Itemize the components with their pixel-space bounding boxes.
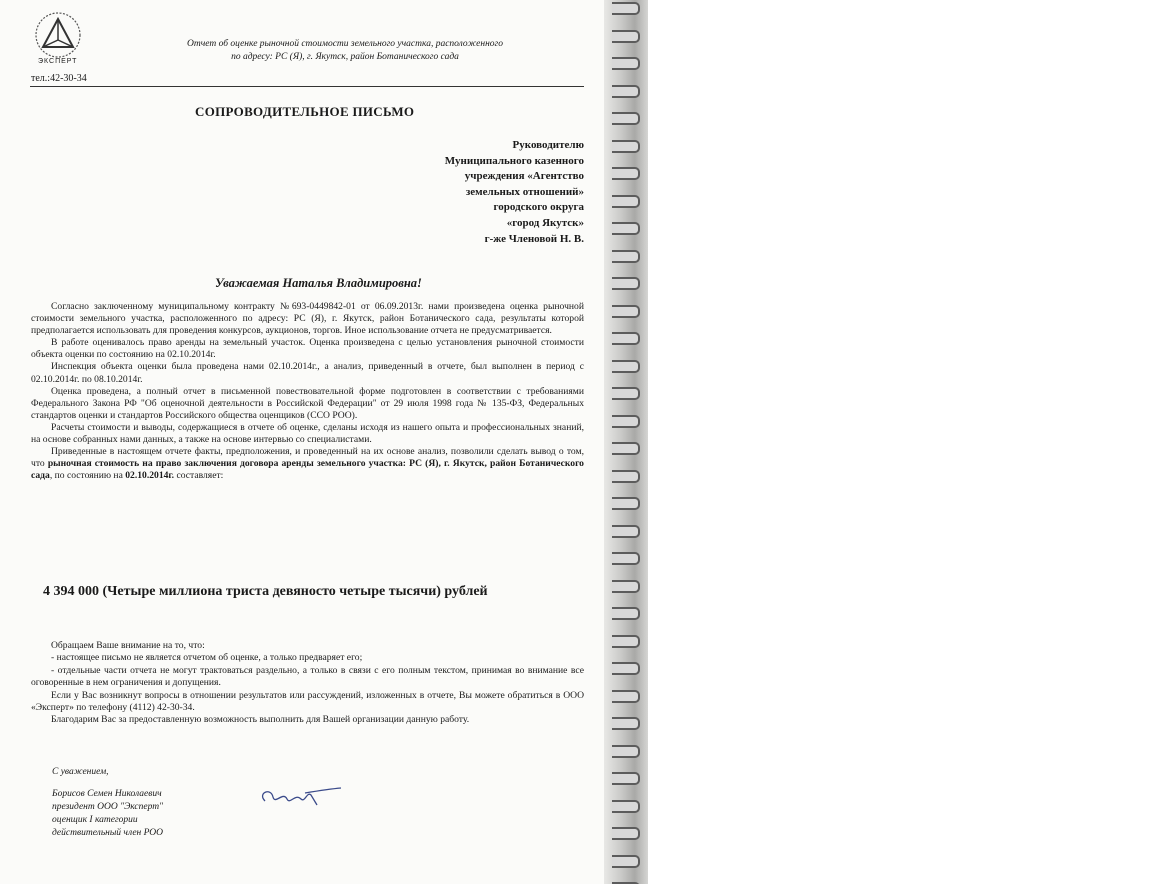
binding-ring [612, 112, 640, 125]
binding-ring [612, 772, 640, 785]
addressee-line: учреждения «Агентство [464, 170, 584, 183]
report-header-line: по адресу: РС (Я), г. Якутск, район Ботанического сада [231, 52, 459, 62]
signoff-block [52, 766, 163, 840]
body-paragraph: Оценка проведена, а полный отчет в письменной повествовательной форме подготовлен в соответствии с требованиями Федерального Закона РФ "Об оценочной деятельности в Российской Федерации" от 29 июля 1998 года № 135-ФЗ, Федеральных стандартов оценки и стандартов Российского общества оценщиков (ССО РОО). [31, 385, 584, 421]
signer-membership: действительный член РОО [52, 828, 164, 838]
note-paragraph: Обращаем Ваше внимание на то, что: [51, 640, 205, 651]
binding-ring [612, 195, 640, 208]
binding-ring [612, 552, 640, 565]
signer-category: оценщик I категории [52, 815, 138, 825]
conclusion-text: Приведенные в настоящем отчете факты, предположения, и проведенный на их основе анализ, позволили сделать вывод о том, что [31, 446, 584, 470]
binding-ring [612, 580, 640, 593]
addressee-line: городского округа [493, 201, 584, 214]
binding-ring [612, 222, 640, 235]
binding-ring [612, 2, 640, 15]
binding-ring [612, 360, 640, 373]
note-paragraph: Если у Вас возникнут вопросы в отношении результатов или рассуждений, изложенных в отчете, Вы можете обратиться в ООО «Эксперт» по телефону (4112) 42-30-34. [31, 689, 584, 714]
binding-ring [612, 277, 640, 290]
binding-ring [612, 800, 640, 813]
addressee-line: «город Якутск» [506, 216, 584, 229]
report-header-line: Отчет об оценке рыночной стоимости земельного участка, расположенного [186, 39, 504, 49]
conclusion-date: 02.10.2014г. [125, 470, 175, 482]
binding-ring [612, 635, 640, 648]
binding-ring [612, 415, 640, 428]
letter-body [31, 301, 584, 482]
note-paragraph: - настоящее письмо не является отчетом об оценке, а только предваряет его; [51, 652, 363, 664]
addressee-block [324, 138, 584, 247]
addressee-line: Руководителю [512, 139, 584, 151]
report-header-title [140, 38, 550, 64]
binding-ring [612, 607, 640, 620]
binding-ring [612, 140, 640, 153]
binding-ring [612, 497, 640, 510]
greeting: Уважаемая Наталья Владимировна! [215, 276, 422, 290]
signer-name: Борисов Семен Николаевич [52, 789, 162, 799]
conclusion-text: составляет: [174, 470, 224, 482]
conclusion-bold: рыночная стоимость на право заключения договора аренды земельного участка: РС (Я), г. Якутск, район Ботанического сада [31, 458, 584, 482]
binding-ring [612, 250, 640, 263]
binding-ring [612, 470, 640, 483]
binding-ring [612, 690, 640, 703]
body-paragraph-conclusion [31, 446, 584, 482]
binding-ring [612, 662, 640, 675]
binding-ring [612, 827, 640, 840]
binding-ring [612, 167, 640, 180]
signoff-regards: С уважением, [52, 767, 109, 777]
body-paragraph: Расчеты стоимости и выводы, содержащиеся в отчете об оценке, сделаны исходя из нашего опыта и профессиональных знаний, на основе собранных нами данных, а также на основе интервью со специалистами. [31, 421, 584, 446]
binding-ring [612, 387, 640, 400]
spiral-binding [604, 0, 648, 884]
binding-ring [612, 855, 640, 868]
binding-ring [612, 332, 640, 345]
conclusion-text: , по состоянию на [49, 470, 126, 482]
binding-ring [612, 525, 640, 538]
note-paragraph: - отдельные части отчета не могут трактоваться раздельно, а только в связи с его полным текстом, принимая во внимание все оговоренные в нем ограничения и допущения. [31, 664, 584, 689]
binding-ring [612, 85, 640, 98]
logo-text: ЭКСПЕРТ [38, 58, 78, 65]
notes-block [31, 640, 584, 727]
binding-ring [612, 57, 640, 70]
binding-ring [612, 305, 640, 318]
binding-ring [612, 442, 640, 455]
header-phone: тел.:42-30-34 [31, 73, 87, 84]
body-paragraph: Инспекция объекта оценки была проведена нами 02.10.2014г., а анализ, приведенный в отчете, был выполнен в период с 02.10.2014г. по 08.10.2014г. [31, 361, 584, 385]
signer-position: президент ООО "Эксперт" [52, 802, 164, 812]
body-paragraph: Согласно заключенному муниципальному контракту №693-0449842-01 от 06.09.2013г. нами произведена оценка рыночной стоимости земельного участка, расположенного по адресу: РС (Я), г. Якутск, район Ботанического сада, результаты которой предполагается использовать для проведения конкурсов, аукционов, торгов. Иное использование отчета не предусматривается. [31, 301, 584, 337]
note-paragraph: Благодарим Вас за предоставленную возможность выполнить для Вашей организации данную работу. [51, 714, 470, 726]
binding-ring [612, 30, 640, 43]
handwritten-signature [255, 783, 345, 813]
document-title: СОПРОВОДИТЕЛЬНОЕ ПИСЬМО [195, 104, 415, 119]
addressee-line: земельных отношений» [465, 185, 584, 198]
body-paragraph: В работе оценивалось право аренды на земельный участок. Оценка произведена с целью установления рыночной стоимости объекта оценки по состоянию на 02.10.2014г. [31, 337, 584, 361]
binding-ring [612, 717, 640, 730]
addressee-line: г-же Членовой Н. В. [484, 232, 584, 245]
addressee-line: Муниципального казенного [444, 154, 584, 167]
valuation-amount: 4 394 000 (Четыре миллиона триста девяносто четыре тысячи) рублей [43, 584, 488, 599]
binding-ring [612, 745, 640, 758]
header-divider [30, 86, 584, 87]
